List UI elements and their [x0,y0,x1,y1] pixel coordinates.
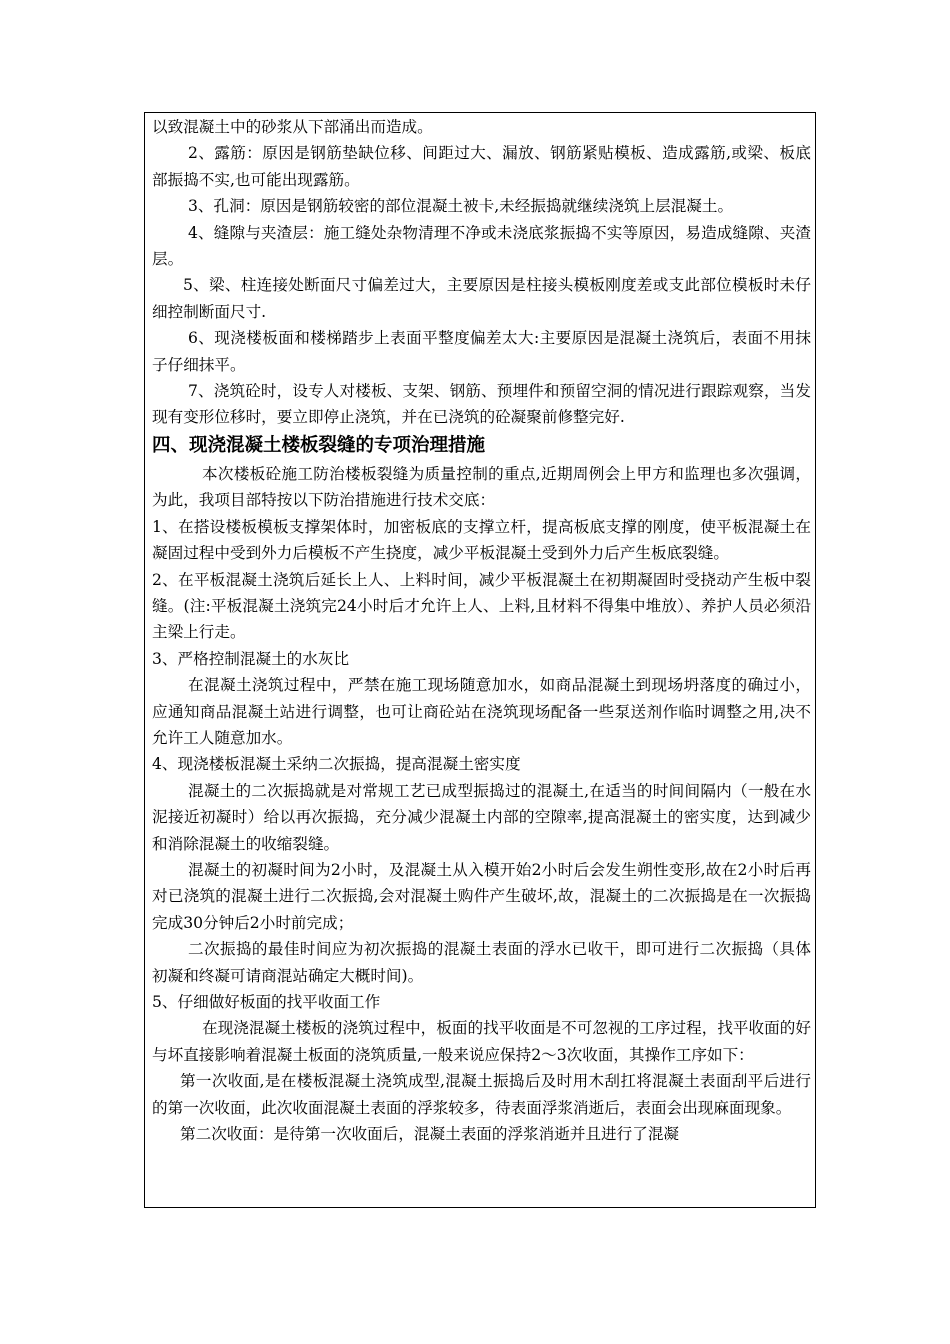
paragraph: 5、梁、柱连接处断面尺寸偏差过大，主要原因是柱接头模板刚度差或支此部位模板时未仔细控制断面尺寸. [152,276,811,321]
paragraph: 6、现浇楼板面和楼梯踏步上表面平整度偏差太大:主要原因是混凝土浇筑后，表面不用抹子仔细抹平。 [152,329,811,374]
paragraph: 4、缝隙与夹渣层：施工缝处杂物清理不净或未浇底浆振捣不实等原因，易造成缝隙、夹渣层。 [152,223,811,269]
list-heading: 4、现浇楼板混凝土采纳二次振捣，提高混凝土密实度 [152,755,521,774]
paragraph: 以致混凝土中的砂浆从下部涌出而造成。 [152,118,433,136]
paragraph: 2、在平板混凝土浇筑后延长上人、上料时间，减少平板混凝土在初期凝固时受挠动产生板中裂缝。(注:平板混凝土浇筑完24小时后才允许上人、上料,且材料不得集中堆放）、养护人员必须沿主梁上行走。 [152,570,811,642]
paragraph: 7、浇筑砼时，设专人对楼板、支架、钢筋、预埋件和预留空洞的情况进行跟踪观察，当发现有变形位移时，要立即停止浇筑，并在已浇筑的砼凝聚前修整完好. [152,382,811,427]
paragraph: 混凝土的二次振捣就是对常规工艺已成型振捣过的混凝土,在适当的时间间隔内（一般在水泥接近初凝时）给以再次振捣，充分减少混凝土内部的空隙率,提高混凝土的密实度，达到减少和消除混凝土的收缩裂缝。 [152,781,811,853]
list-heading: 3、严格控制混凝土的水灰比 [152,649,350,668]
paragraph: 1、在搭设楼板模板支撑架体时，加密板底的支撑立杆，提高板底支撑的刚度，使平板混凝土在凝固过程中受到外力后模板不产生挠度，减少平板混凝土受到外力后产生板底裂缝。 [152,517,811,563]
paragraph: 2、露筋：原因是钢筋垫缺位移、间距过大、漏放、钢筋紧贴模板、造成露筋,或梁、板底部振捣不实,也可能出现露筋。 [152,144,811,189]
paragraph: 在现浇混凝土楼板的浇筑过程中，板面的找平收面是不可忽视的工序过程，找平收面的好与坏直接影响着混凝土板面的浇筑质量,一般来说应保持2～3次收面，其操作工序如下： [152,1019,811,1064]
paragraph: 3、孔洞：原因是钢筋较密的部位混凝土被卡,未经振捣就继续浇筑上层混凝土。 [188,197,734,216]
paragraph: 混凝土的初凝时间为2小时，及混凝土从入模开始2小时后会发生朔性变形,故在2小时后再对已浇筑的混凝土进行二次振捣,会对混凝土购件产生破坏,故，混凝土的二次振捣是在一次振捣完成30分钟后2小时前完成； [152,860,811,932]
paragraph: 本次楼板砼施工防治楼板裂缝为质量控制的重点,近期周例会上甲方和监理也多次强调，为此，我项目部特按以下防治措施进行技术交底： [152,464,811,510]
document-body [152,114,811,1147]
paragraph: 二次振捣的最佳时间应为初次振捣的混凝土表面的浮水已收干，即可进行二次振捣（具体初凝和终凝可请商混站确定大概时间)。 [152,940,811,985]
paragraph: 第一次收面,是在楼板混凝土浇筑成型,混凝土振捣后及时用木刮扛将混凝土表面刮平后进行的第一次收面，此次收面混凝土表面的浮浆较多，待表面浮浆消逝后，表面会出现麻面现象。 [152,1072,811,1117]
paragraph: 在混凝土浇筑过程中，严禁在施工现场随意加水，如商品混凝土到现场坍落度的确过小，应通知商品混凝土站进行调整，也可让商砼站在浇筑现场配备一些泵送剂作临时调整之用,决不允许工人随意加水。 [152,676,811,747]
list-heading: 5、仔细做好板面的找平收面工作 [152,993,381,1011]
paragraph: 第二次收面：是待第一次收面后，混凝土表面的浮浆消逝并且进行了混凝 [180,1125,680,1144]
section-heading: 四、现浇混凝土楼板裂缝的专项治理措施 [152,434,486,456]
